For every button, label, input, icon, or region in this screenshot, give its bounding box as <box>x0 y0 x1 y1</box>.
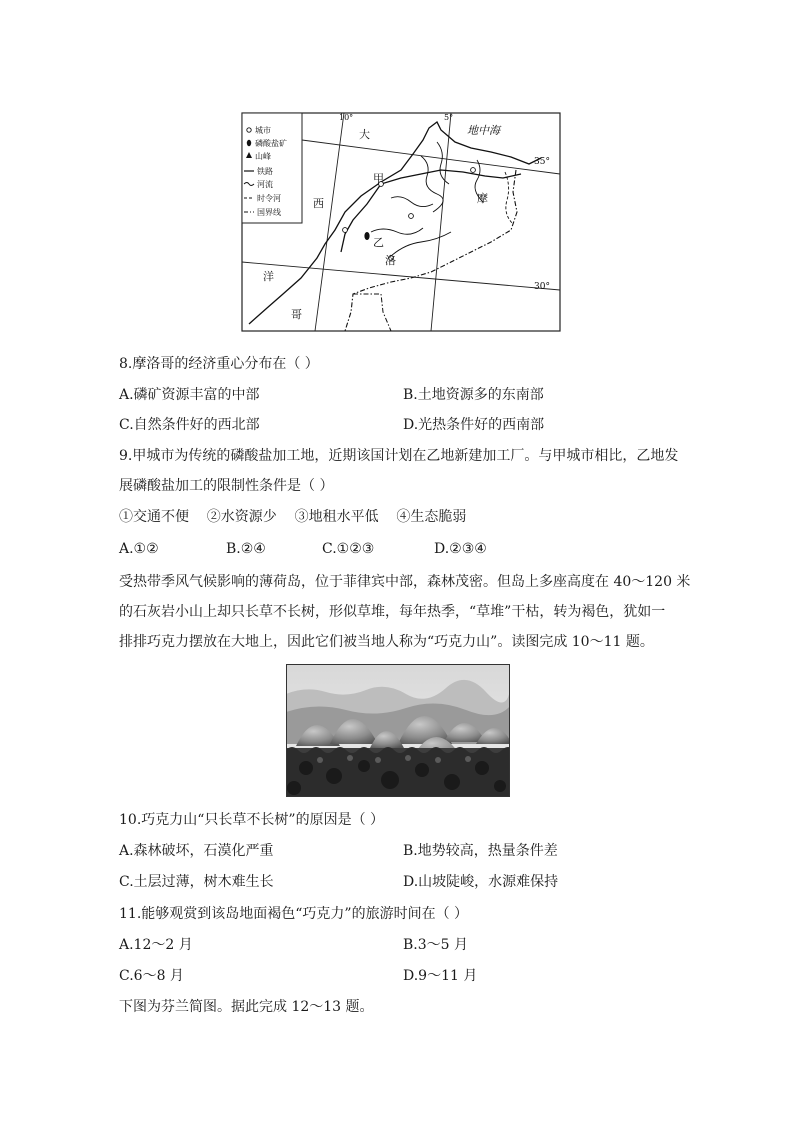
map-label-yang: 洋 <box>263 270 274 283</box>
legend-border: 国界线 <box>257 208 281 217</box>
map-label-da: 大 <box>359 128 370 141</box>
intro1-line1: 受热带季风气候影响的薄荷岛，位于菲律宾中部，森林茂密。但岛上多座高度在 40～120 米 <box>119 574 691 590</box>
map-label-ge: 哥 <box>291 308 302 321</box>
q10-stem: 10.巧克力山“只长草不长树”的原因是（ ） <box>119 812 385 828</box>
q9-stem-line2: 展磷酸盐加工的限制性条件是（ ） <box>119 478 334 494</box>
chocolate-hills-photo <box>286 664 510 797</box>
legend-railway: 铁路 <box>257 167 273 176</box>
q8-option-c: C.自然条件好的西北部 <box>119 417 260 433</box>
lat-35-label: 35° <box>534 157 550 167</box>
q10-option-d: D.山坡陡峻，水源难保持 <box>403 874 559 890</box>
map-label-yi: 乙 <box>373 236 384 249</box>
q9-option-d: D.②③④ <box>434 541 487 557</box>
map-label-mo: 摩 <box>477 192 488 205</box>
q11-option-d: D.9～11 月 <box>403 968 478 984</box>
intro2: 下图为芬兰简图。据此完成 12～13 题。 <box>119 999 374 1015</box>
q10-option-b: B.地势较高，热量条件差 <box>403 843 558 859</box>
legend-seasonal-river: 时令河 <box>257 194 281 203</box>
map-label-xi: 西 <box>313 197 324 210</box>
legend-phosphate: 磷酸盐矿 <box>255 139 287 148</box>
lon-10-label: 10° <box>339 113 354 122</box>
q8-option-d: D.光热条件好的西南部 <box>403 417 545 433</box>
q11-stem: 11.能够观赏到该岛地面褐色“巧克力”的旅游时间在（ ） <box>119 906 469 922</box>
map-label-jia: 甲 <box>373 172 384 185</box>
q9-option-a: A.①② <box>119 541 159 557</box>
q11-option-c: C.6～8 月 <box>119 968 184 984</box>
q8-stem: 8.摩洛哥的经济重心分布在（ ） <box>119 356 319 372</box>
intro1-line3: 排排巧克力摆放在大地上，因此它们被当地人称为“巧克力山”。读图完成 10～11 题。 <box>119 634 654 650</box>
q9-stem-line1: 9.甲城市为传统的磷酸盐加工地，近期该国计划在乙地新建加工厂。与甲城市相比，乙地发 <box>119 448 679 464</box>
lat-30-label: 30° <box>534 282 550 292</box>
q10-option-c: C.土层过薄，树木难生长 <box>119 874 274 890</box>
q9-option-b: B.②④ <box>226 541 266 557</box>
q9-items: ①交通不便 ②水资源少 ③地租水平低 ④生态脆弱 <box>119 509 467 525</box>
q11-option-b: B.3～5 月 <box>403 937 469 953</box>
intro1-line2: 的石灰岩小山上却只长草不长树，形似草堆，每年热季，“草堆”干枯，转为褐色，犹如一 <box>119 604 666 620</box>
legend-river: 河流 <box>257 180 273 189</box>
q8-option-b: B.土地资源多的东南部 <box>403 387 544 403</box>
legend-city: 城市 <box>255 126 271 135</box>
map-label-luo: 洛 <box>385 254 396 267</box>
lon-5-label: 5° <box>444 113 454 122</box>
legend-peak: 山峰 <box>255 152 271 161</box>
q10-option-a: A.森林破坏，石漠化严重 <box>119 843 274 859</box>
morocco-map <box>241 112 561 332</box>
q8-option-a: A.磷矿资源丰富的中部 <box>119 387 260 403</box>
q11-option-a: A.12～2 月 <box>119 937 193 953</box>
q9-option-c: C.①②③ <box>322 541 375 557</box>
map-label-mediterranean: 地中海 <box>467 124 500 137</box>
